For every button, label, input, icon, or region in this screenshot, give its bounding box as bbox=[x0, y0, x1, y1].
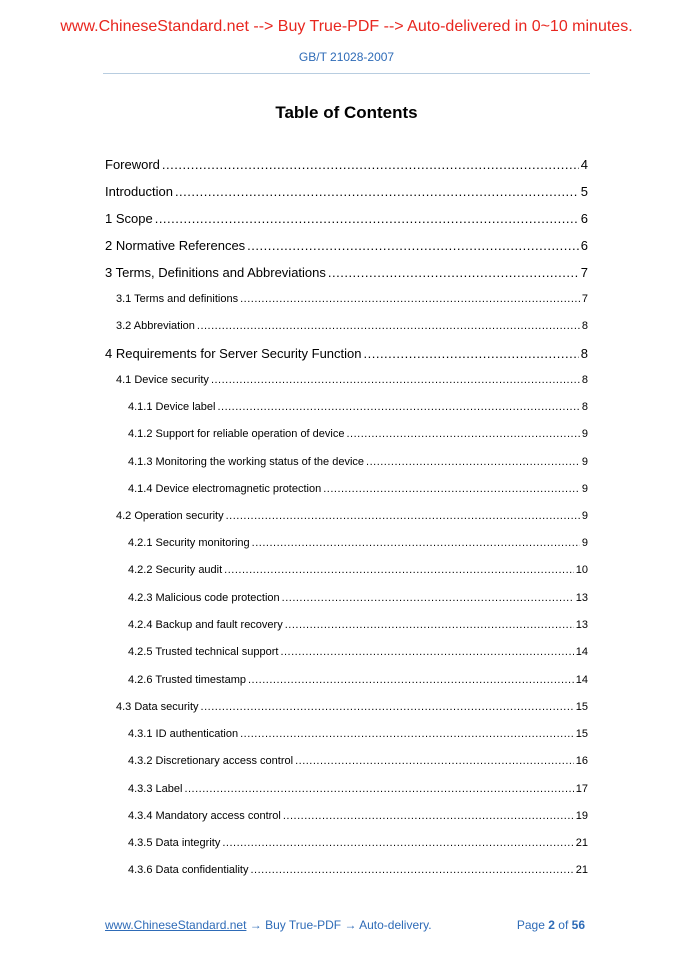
toc-entry-page: 13 bbox=[575, 591, 588, 604]
toc-entry-title: Foreword bbox=[105, 157, 160, 172]
toc-entry-page: 19 bbox=[575, 809, 588, 822]
page-footer bbox=[105, 918, 585, 932]
toc-entry[interactable] bbox=[103, 205, 588, 232]
toc-entry-page: 6 bbox=[580, 211, 588, 226]
toc-entry-page: 8 bbox=[581, 401, 588, 413]
toc-entry[interactable] bbox=[103, 857, 588, 884]
page-total: 56 bbox=[571, 918, 585, 932]
promo-banner: www.ChineseStandard.net --> Buy True-PDF --> Auto-delivered in 0~10 minutes. bbox=[60, 18, 633, 35]
toc-entry-page: 4 bbox=[580, 157, 588, 172]
toc-entry[interactable] bbox=[103, 748, 588, 775]
page-current: 2 bbox=[548, 918, 555, 932]
dot-leader bbox=[184, 776, 573, 803]
toc-entry[interactable] bbox=[103, 639, 588, 666]
toc-entry[interactable] bbox=[103, 585, 588, 612]
footer-tagline: → Buy True-PDF → Auto-delivery. bbox=[246, 918, 432, 932]
toc-entry[interactable] bbox=[103, 694, 588, 721]
toc-entry[interactable] bbox=[103, 721, 588, 748]
toc-entry[interactable] bbox=[103, 367, 588, 394]
toc-entry-page: 9 bbox=[581, 428, 588, 441]
toc-entry-page: 6 bbox=[580, 238, 588, 253]
page-of: of bbox=[558, 918, 569, 932]
dot-leader bbox=[248, 667, 574, 694]
toc-entry-page: 8 bbox=[580, 346, 588, 361]
toc-entry-page: 5 bbox=[580, 184, 588, 199]
toc-entry-title: 4.3.3 Label bbox=[128, 782, 183, 795]
toc-entry-title: 4.1.2 Support for reliable operation of device bbox=[128, 428, 345, 441]
dot-leader bbox=[240, 721, 574, 748]
toc-entry-page: 21 bbox=[575, 837, 588, 850]
dot-leader bbox=[175, 178, 579, 205]
toc-entry[interactable] bbox=[103, 259, 588, 286]
toc-entry-title: 1 Scope bbox=[105, 211, 153, 226]
dot-leader bbox=[328, 259, 579, 286]
toc-entry[interactable] bbox=[103, 421, 588, 448]
toc-entry-page: 14 bbox=[575, 673, 588, 686]
dot-leader bbox=[366, 449, 580, 476]
toc-entry[interactable] bbox=[103, 232, 588, 259]
toc-entry-title: 4.3 Data security bbox=[116, 700, 199, 713]
dot-leader bbox=[201, 694, 574, 721]
toc-entry-title: 3.1 Terms and definitions bbox=[116, 293, 239, 305]
toc-entry-title: 4.3.5 Data integrity bbox=[128, 837, 221, 850]
dot-leader bbox=[226, 503, 580, 530]
toc-entry-page: 9 bbox=[581, 510, 588, 523]
toc-entry-title: 4.2.1 Security monitoring bbox=[128, 537, 250, 550]
toc-entry[interactable] bbox=[103, 340, 588, 367]
toc-entry-page: 9 bbox=[581, 455, 588, 468]
toc-entry-title: 4.2.6 Trusted timestamp bbox=[128, 673, 246, 686]
dot-leader bbox=[197, 313, 580, 340]
toc-entry-page: 10 bbox=[575, 564, 588, 577]
toc-entry[interactable] bbox=[103, 476, 588, 503]
toc-entry-title: 4.1.1 Device label bbox=[128, 401, 216, 413]
dot-leader bbox=[224, 557, 574, 584]
toc-entry-title: 4.2.3 Malicious code protection bbox=[128, 591, 280, 604]
dot-leader bbox=[155, 205, 579, 232]
toc-entry-page: 16 bbox=[575, 755, 588, 768]
dot-leader bbox=[295, 748, 574, 775]
toc-entry[interactable] bbox=[103, 776, 588, 803]
toc-entry[interactable] bbox=[103, 530, 588, 557]
page-label: Page bbox=[516, 918, 545, 932]
dot-leader bbox=[346, 421, 579, 448]
dot-leader bbox=[280, 639, 573, 666]
toc-entry-page: 17 bbox=[575, 782, 588, 795]
toc-entry[interactable] bbox=[103, 612, 588, 639]
toc-entry-page: 9 bbox=[581, 482, 588, 495]
toc-entry-title: 4.3.2 Discretionary access control bbox=[128, 755, 294, 768]
dot-leader bbox=[364, 340, 579, 367]
toc-entry[interactable] bbox=[103, 667, 588, 694]
toc-entry-page: 9 bbox=[581, 537, 588, 550]
toc-entry[interactable] bbox=[103, 178, 588, 205]
toc-entry-title: 4.3.6 Data confidentiality bbox=[128, 864, 249, 877]
toc-entry-page: 15 bbox=[575, 700, 588, 713]
toc-entry-title: 4.2.5 Trusted technical support bbox=[128, 646, 279, 659]
dot-leader bbox=[282, 585, 574, 612]
toc-entry[interactable] bbox=[103, 449, 588, 476]
toc-title: Table of Contents bbox=[275, 103, 418, 122]
toc-entry[interactable] bbox=[103, 151, 588, 178]
dot-leader bbox=[252, 530, 580, 557]
toc-entry[interactable] bbox=[103, 830, 588, 857]
header-divider bbox=[103, 73, 590, 74]
toc-entry-title: 4.1.3 Monitoring the working status of the device bbox=[128, 455, 365, 468]
toc-entry-title: 4.2 Operation security bbox=[116, 510, 224, 523]
toc-entry-page: 21 bbox=[575, 864, 588, 877]
dot-leader bbox=[247, 232, 579, 259]
toc-entry-page: 8 bbox=[581, 374, 588, 386]
toc-entry-page: 7 bbox=[581, 293, 588, 305]
toc-entry[interactable] bbox=[103, 503, 588, 530]
dot-leader bbox=[162, 151, 579, 178]
toc-entry-page: 14 bbox=[575, 646, 588, 659]
standard-id-header: GB/T 21028-2007 bbox=[298, 50, 395, 64]
dot-leader bbox=[217, 394, 579, 421]
table-of-contents bbox=[103, 151, 588, 885]
dot-leader bbox=[285, 612, 574, 639]
toc-entry-title: 4.1 Device security bbox=[116, 374, 209, 386]
toc-entry-title: 2 Normative References bbox=[105, 238, 246, 253]
dot-leader bbox=[283, 803, 574, 830]
toc-entry-title: 4.3.4 Mandatory access control bbox=[128, 809, 281, 822]
toc-entry-title: 4.2.2 Security audit bbox=[128, 564, 223, 577]
toc-entry-page: 8 bbox=[581, 320, 588, 332]
toc-entry[interactable] bbox=[103, 803, 588, 830]
footer-site-link[interactable]: www.ChineseStandard.net bbox=[105, 918, 247, 932]
toc-entry-title: 4 Requirements for Server Security Function bbox=[105, 346, 362, 361]
toc-entry-title: 3 Terms, Definitions and Abbreviations bbox=[105, 265, 326, 280]
dot-leader bbox=[222, 830, 573, 857]
dot-leader bbox=[211, 367, 580, 394]
toc-entry[interactable] bbox=[103, 394, 588, 421]
toc-entry-page: 15 bbox=[575, 727, 588, 740]
dot-leader bbox=[240, 286, 580, 313]
toc-entry-title: 4.3.1 ID authentication bbox=[128, 727, 239, 740]
toc-entry[interactable] bbox=[103, 313, 588, 340]
toc-entry-title: 4.1.4 Device electromagnetic protection bbox=[128, 482, 322, 495]
toc-entry-page: 13 bbox=[575, 619, 588, 632]
toc-entry-title: Introduction bbox=[105, 184, 173, 199]
toc-entry[interactable] bbox=[103, 557, 588, 584]
dot-leader bbox=[250, 857, 573, 884]
toc-entry-title: 3.2 Abbreviation bbox=[116, 320, 195, 332]
dot-leader bbox=[323, 476, 580, 503]
page-indicator bbox=[517, 918, 585, 932]
toc-entry[interactable] bbox=[103, 286, 588, 313]
toc-entry-page: 7 bbox=[580, 265, 588, 280]
toc-entry-title: 4.2.4 Backup and fault recovery bbox=[128, 619, 283, 632]
